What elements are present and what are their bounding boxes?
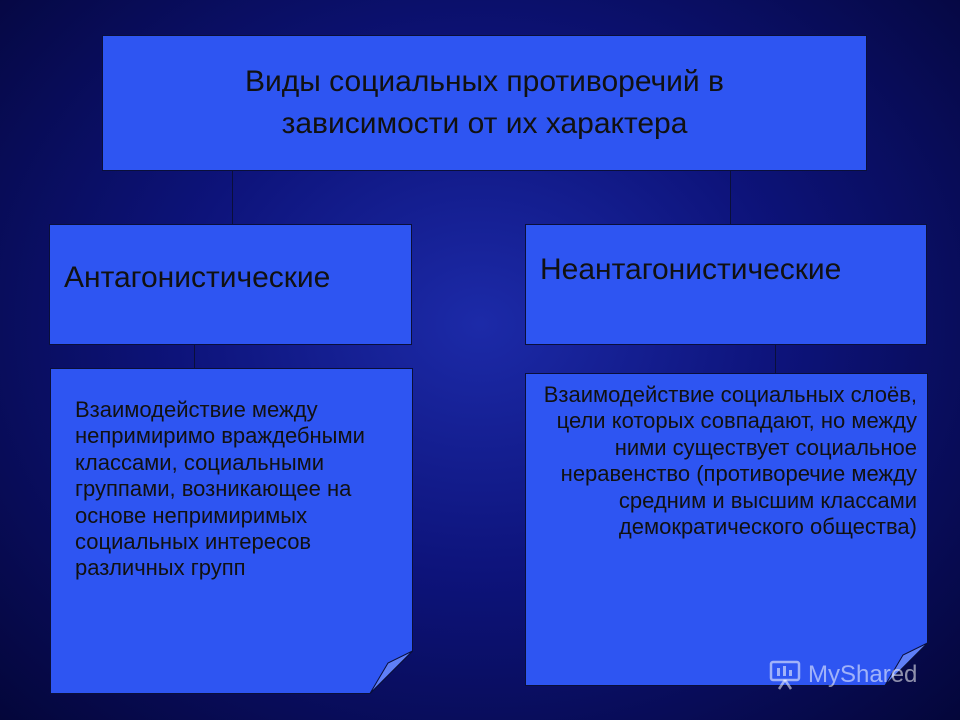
connector-title-left: [232, 171, 233, 224]
connector-title-right: [730, 171, 731, 224]
category-box-antagonistic: [49, 224, 412, 345]
connector-right-note: [775, 345, 776, 373]
watermark-text: MyShared: [808, 661, 918, 688]
description-note-non-antagonistic: [525, 373, 928, 686]
category-label-non-antagonistic: Неантагонистические: [540, 253, 842, 286]
description-text-antagonistic: Взаимодействие между непримиримо враждебными классами, социальными группами, возникающее на основе непримиримых социальных интересов различных групп: [75, 397, 365, 581]
title-box: [102, 35, 867, 171]
description-text-non-antagonistic: Взаимодействие социальных слоёв, цели которых совпадают, но между ними существует социальное неравенство (противоречие между средним и высшим классами демократического общества): [543, 382, 917, 540]
description-note-antagonistic: [50, 368, 413, 694]
connector-left-note: [194, 345, 195, 368]
watermark: [768, 655, 938, 695]
category-label-antagonistic: Антагонистические: [64, 261, 331, 294]
presentation-icon: [768, 658, 802, 692]
diagram-title: Виды социальных противоречий в зависимости от их характера: [245, 65, 724, 140]
category-box-non-antagonistic: [525, 224, 927, 345]
